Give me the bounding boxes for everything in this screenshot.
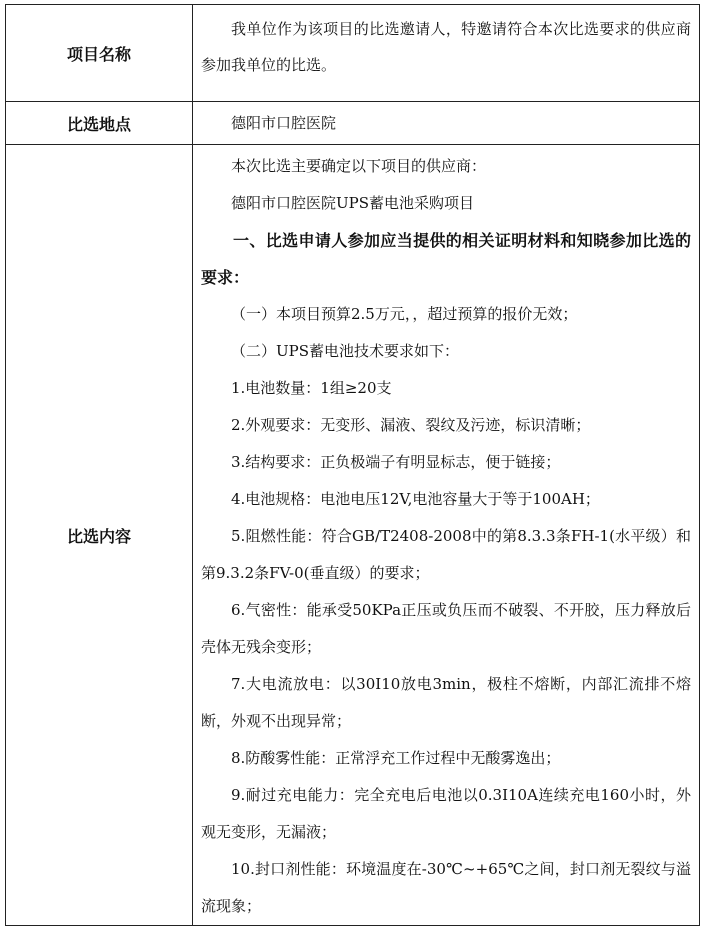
requirement-item: 10.封口剂性能：环境温度在-30℃~+65℃之间，封口剂无裂纹与溢流现象； xyxy=(201,860,691,915)
requirement-item: 7.大电流放电：以30I10放电3min，极柱不熔断，内部汇流排不熔断，外观不出现异常； xyxy=(201,675,691,730)
requirement-item: 5.阻燃性能：符合GB/T2408-2008中的第8.3.3条FH-1(水平级）和第9.3.2条FV-0(垂直级）的要求； xyxy=(201,527,691,582)
row-content xyxy=(193,145,700,926)
paragraph: 德阳市口腔医院UPS蓄电池采购项目 xyxy=(231,194,475,212)
table-row xyxy=(6,145,700,926)
row-content xyxy=(193,102,700,145)
requirement-item: 2.外观要求：无变形、漏液、裂纹及污迹，标识清晰； xyxy=(231,416,591,434)
paragraph: （一）本项目预算2.5万元，，超过预算的报价无效； xyxy=(231,305,578,323)
row-label: 比选地点 xyxy=(6,102,193,145)
row-label: 项目名称 xyxy=(6,5,193,102)
requirement-item: 3.结构要求：正负极端子有明显标志，便于链接； xyxy=(231,453,561,471)
section-heading: 一、比选申请人参加应当提供的相关证明材料和知晓参加比选的要求： xyxy=(201,231,691,287)
requirement-item: 4.电池规格：电池电压12V,电池容量大于等于100AH； xyxy=(231,490,600,508)
requirement-item: 6.气密性：能承受50KPa正压或负压而不破裂、不开胶，压力释放后壳体无残余变形； xyxy=(201,601,691,656)
paragraph: （二）UPS蓄电池技术要求如下： xyxy=(231,342,460,360)
row-label: 比选内容 xyxy=(6,145,193,926)
table-row xyxy=(6,102,700,145)
row-content xyxy=(193,5,700,102)
table-row xyxy=(6,5,700,102)
paragraph: 德阳市口腔医院 xyxy=(231,114,337,132)
paragraph: 我单位作为该项目的比选邀请人，特邀请符合本次比选要求的供应商参加我单位的比选。 xyxy=(201,20,691,74)
info-table xyxy=(5,4,700,926)
requirement-item: 8.防酸雾性能：正常浮充工作过程中无酸雾逸出； xyxy=(231,749,561,767)
paragraph: 本次比选主要确定以下项目的供应商： xyxy=(231,157,487,175)
requirement-item: 9.耐过充电能力：完全充电后电池以0.3I10A连续充电160小时，外观无变形，无漏液； xyxy=(201,786,691,841)
requirement-item: 1.电池数量：1组≥20支 xyxy=(231,379,392,397)
